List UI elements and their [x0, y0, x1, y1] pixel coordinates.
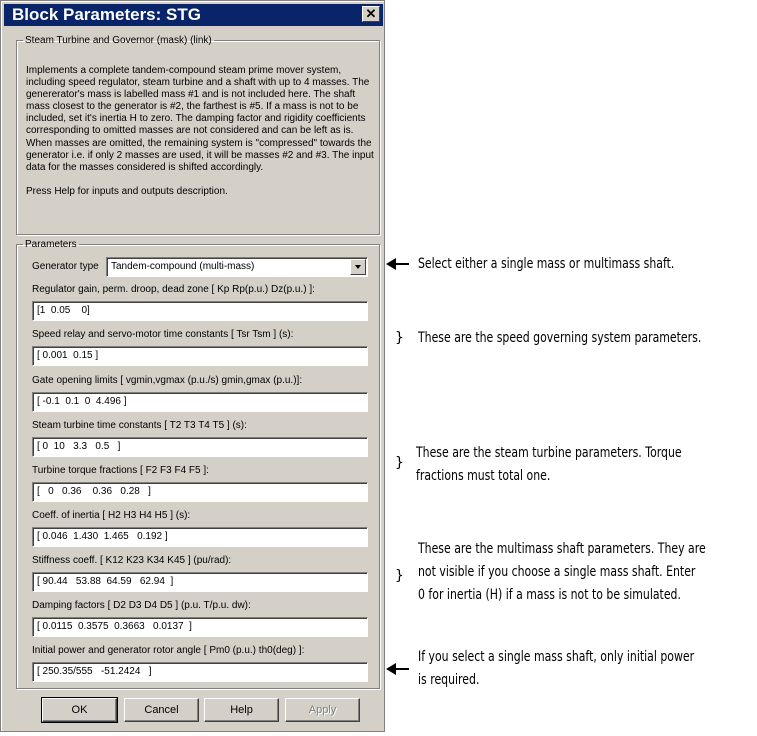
window-title: Block Parameters: STG	[12, 5, 201, 24]
close-icon: ✕	[365, 6, 377, 21]
brace-icon: }	[395, 568, 404, 584]
annotation-governing: These are the speed governing system parameters.	[418, 330, 702, 346]
brace-icon: }	[395, 330, 404, 346]
description-body: Implements a complete tandem-compound steam prime mover system, including speed regulator, steam turbine and a shaft with up to 4 masses. The genererator's mass is labelled mass #1 and is not included here. The shaft mass closest to the generator is #2, the farthest is #5. If a mass is not to be included, set it's inertia H to zero. The damping factor and rigidity coefficients corresponding to omitted masses are not considered and can be left as is. When masses are omitted, the remaining system is "compressed" towards the generator i.e. if only 2 masses are used, it will be masses #2 and #3. The input data for the masses considered is shifted accordingly.	[26, 65, 374, 173]
annotation-shaft-line-3: 0 for inertia (H) if a mass is not to be simulated.	[418, 587, 681, 603]
arrow-left-icon	[386, 257, 410, 271]
generator-type-label: Generator type	[32, 261, 99, 272]
torque-fractions-label: Turbine torque fractions [ F2 F3 F4 F5 ]:	[32, 465, 209, 476]
annotation-shaft-line-2: not visible if you choose a single mass shaft. Enter	[418, 564, 696, 580]
cancel-button[interactable]: Cancel	[124, 698, 199, 722]
brace-icon: }	[395, 455, 404, 471]
annotation-turbine-line-2: fractions must total one.	[416, 468, 551, 484]
generator-type-value: Tandem-compound (multi-mass)	[111, 261, 255, 272]
annotation-turbine	[416, 442, 682, 488]
annotation-shaft	[418, 538, 706, 607]
initial-power-label: Initial power and generator rotor angle [ Pm0 (p.u.) th0(deg) ]:	[32, 645, 305, 656]
speed-relay-field[interactable]: [ 0.001 0.15 ]	[32, 346, 368, 366]
turbine-time-constants-field[interactable]: [ 0 10 3.3 0.5 ]	[32, 437, 368, 457]
chevron-down-icon[interactable]	[350, 259, 366, 275]
inertia-coeff-field[interactable]: [ 0.046 1.430 1.465 0.192 ]	[32, 527, 368, 547]
inertia-coeff-label: Coeff. of inertia [ H2 H3 H4 H5 ] (s):	[32, 510, 191, 521]
damping-factors-label: Damping factors [ D2 D3 D4 D5 ] (p.u. T/p.u. dw):	[32, 600, 251, 611]
arrow-left-icon	[386, 662, 410, 676]
initial-power-field[interactable]: [ 250.35/555 -51.2424 ]	[32, 662, 368, 682]
regulator-gain-field[interactable]: [1 0.05 0]	[32, 301, 368, 321]
description-text	[26, 65, 374, 198]
title-bar	[4, 4, 383, 26]
regulator-gain-label: Regulator gain, perm. droop, dead zone [ Kp Rp(p.u.) Dz(p.u.) ]:	[32, 284, 315, 295]
close-button[interactable]	[362, 6, 380, 22]
gate-limits-field[interactable]: [ -0.1 0.1 0 4.496 ]	[32, 392, 368, 412]
generator-type-select[interactable]	[106, 257, 368, 277]
description-help-text: Press Help for inputs and outputs description.	[26, 185, 228, 197]
stiffness-coeff-label: Stiffness coeff. [ K12 K23 K34 K45 ] (pu/rad):	[32, 555, 232, 566]
gate-limits-label: Gate opening limits [ vgmin,vgmax (p.u./s) gmin,gmax (p.u.)]:	[32, 375, 303, 386]
ok-button[interactable]: OK	[42, 698, 117, 722]
description-group	[16, 35, 380, 235]
parameters-legend: Parameters	[25, 239, 77, 250]
torque-fractions-field[interactable]: [ 0 0.36 0.36 0.28 ]	[32, 482, 368, 502]
stiffness-coeff-field[interactable]: [ 90.44 53.88 64.59 62.94 ]	[32, 572, 368, 592]
annotation-shaft-line-1: These are the multimass shaft parameters. They are	[418, 541, 706, 557]
annotation-turbine-line-1: These are the steam turbine parameters. Torque	[416, 445, 682, 461]
annotation-initial-power-line-2: is required.	[418, 672, 480, 688]
turbine-time-constants-label: Steam turbine time constants [ T2 T3 T4 T5 ] (s):	[32, 420, 247, 431]
speed-relay-label: Speed relay and servo-motor time constants [ Tsr Tsm ] (s):	[32, 329, 294, 340]
apply-button[interactable]: Apply	[285, 698, 360, 722]
help-button[interactable]: Help	[204, 698, 279, 722]
annotation-initial-power-line-1: If you select a single mass shaft, only initial power	[418, 649, 695, 665]
annotation-generator-type: Select either a single mass or multimass shaft.	[418, 256, 675, 272]
damping-factors-field[interactable]: [ 0.0115 0.3575 0.3663 0.0137 ]	[32, 617, 368, 637]
annotation-initial-power	[418, 646, 694, 692]
description-legend: Steam Turbine and Governor (mask) (link)	[25, 35, 212, 46]
